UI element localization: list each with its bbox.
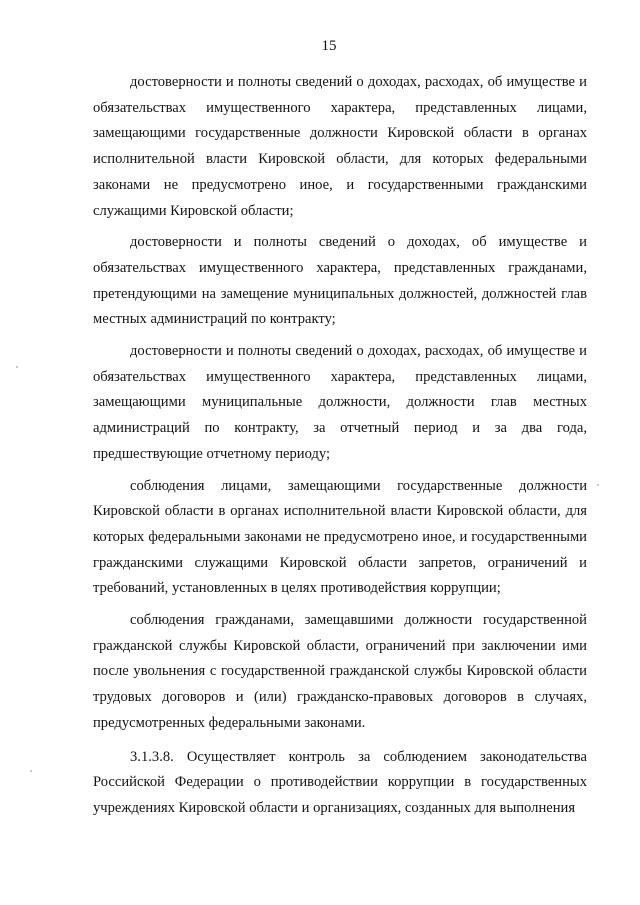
paragraph-former-servants-restrictions: соблюдения гражданами, замещавшими должности государственной гражданской службы Кировской области, ограничений при заключении ими после увольнения с государственной гражданской службы Кировской области трудовых договоров и (или) гражданско-правовых договоров в случаях, предусмотренных федеральными законами. <box>93 612 587 731</box>
paragraph-income-verification-officials: достоверности и полноты сведений о доходах, расходах, об имуществе и обязательствах имущественного характера, представленных лицами, замещающими государственные должности Кировской области в органах исполнительной власти Кировской области, для которых федеральными законами не предусмотрено иное, и государственными гражданскими служащими Кировской области; <box>93 74 587 219</box>
scan-speck <box>16 366 18 368</box>
page-number: 15 <box>321 38 337 54</box>
paragraph-anticorruption-compliance: соблюдения лицами, замещающими государственные должности Кировской области в органах исполнительной власти Кировской области, для которых федеральными законами не предусмотрено иное, и государственными гражданскими служащими Кировской области запретов, ограничений и требований, установленных в целях противодействия коррупции; <box>93 477 587 597</box>
paragraph-income-verification-municipal: достоверности и полноты сведений о доходах, расходах, об имуществе и обязательствах имущественного характера, представленных лицами, замещающими муниципальные должности, должности глав местных администраций по контракту, за отчетный период и за два года, предшествующие отчетному периоду; <box>93 343 587 462</box>
scan-speck <box>597 484 599 486</box>
scan-speck <box>30 770 32 772</box>
paragraph-section-3-1-3-8: 3.1.3.8. Осуществляет контроль за соблюдением законодательства Российской Федерации о противодействии коррупции в государственных учреждениях Кировской области и организациях, созданных для выполнения <box>93 748 587 816</box>
paragraph-income-verification-candidates: достоверности и полноты сведений о доходах, об имуществе и обязательствах имущественного характера, представленных гражданами, претендующими на замещение муниципальных должностей, должностей глав местных администраций по контракту; <box>93 234 587 328</box>
body-text <box>93 70 587 828</box>
